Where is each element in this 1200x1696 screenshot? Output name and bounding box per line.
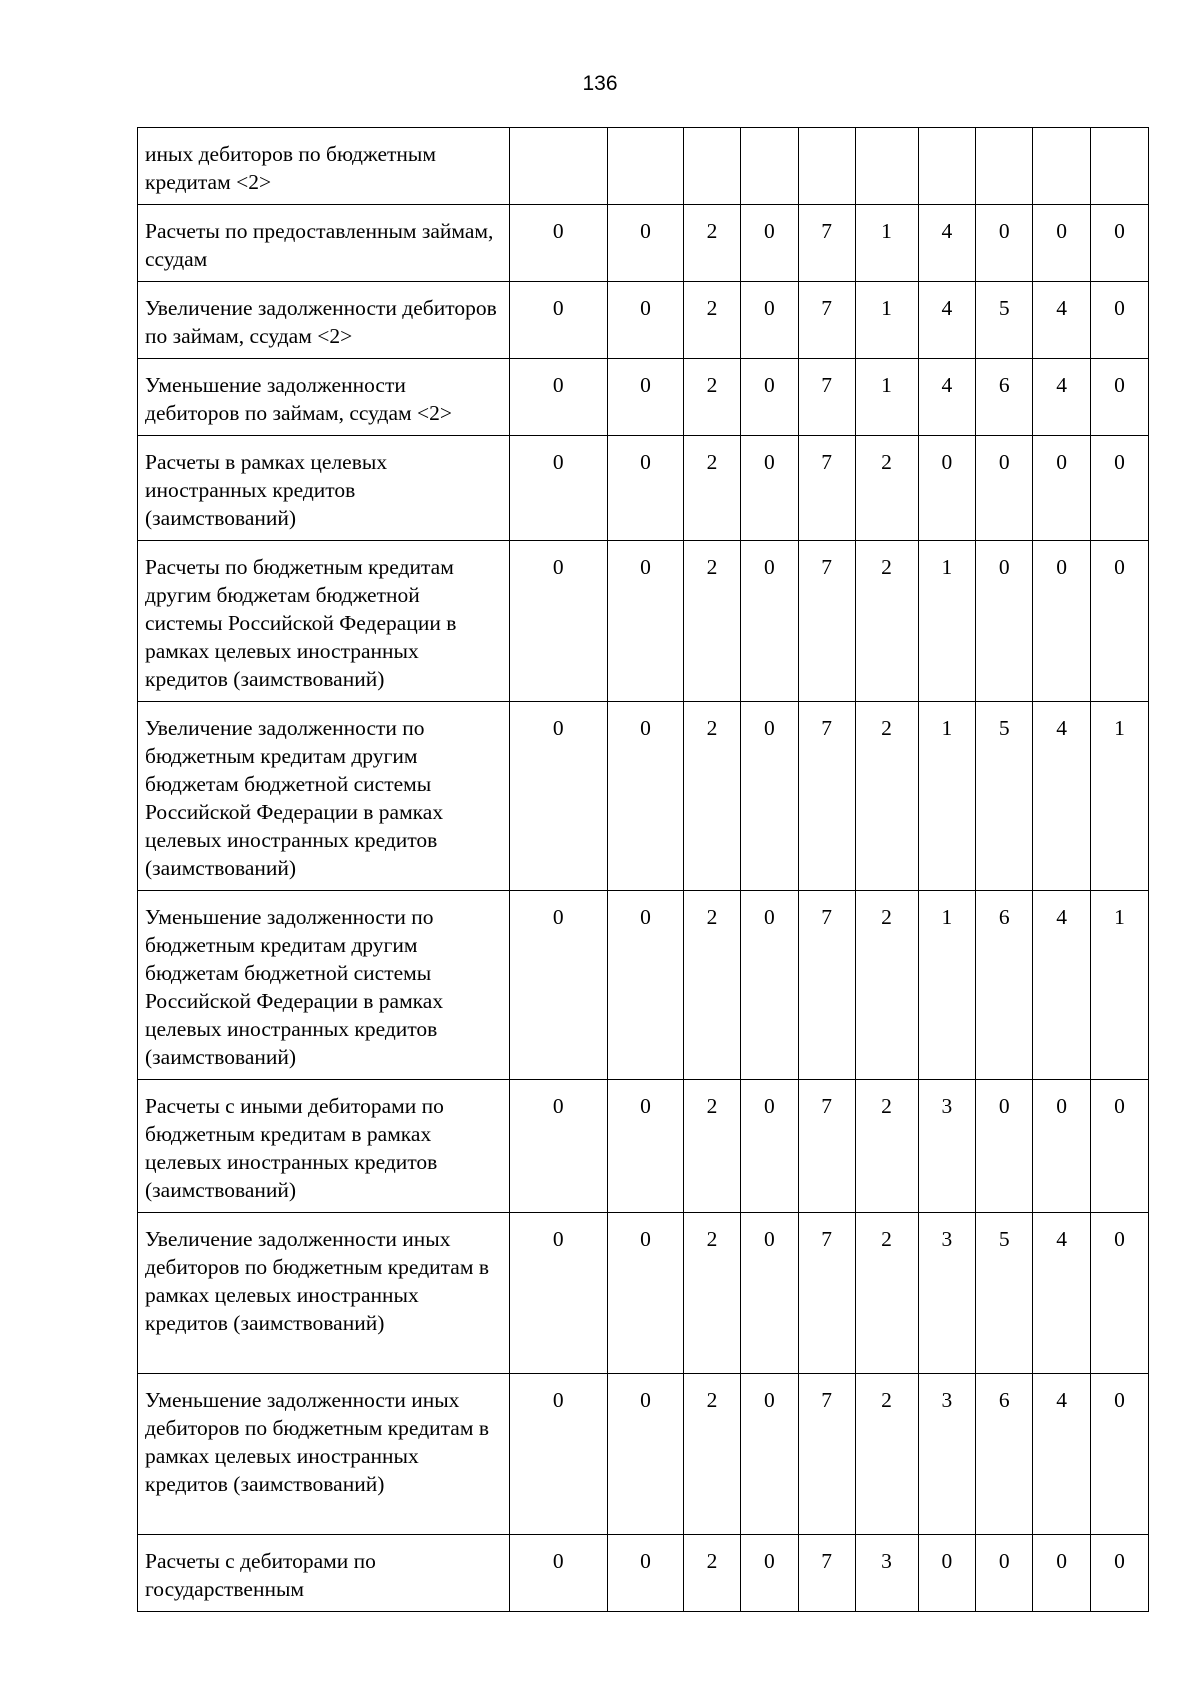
table-row (138, 891, 1149, 1080)
code-digit-cell: 0 (1033, 1080, 1091, 1213)
code-digit-cell: 2 (855, 702, 918, 891)
code-digit-cell (798, 128, 855, 205)
code-digit-cell: 0 (607, 891, 683, 1080)
code-digit-cell: 0 (607, 1374, 683, 1535)
code-digit-cell (976, 128, 1033, 205)
code-digit-cell: 7 (798, 1535, 855, 1612)
code-digit-cell: 7 (798, 205, 855, 282)
code-digit-cell: 0 (1091, 282, 1149, 359)
code-digit-cell (855, 128, 918, 205)
code-digit-cell: 5 (976, 702, 1033, 891)
code-digit-cell: 0 (740, 541, 798, 702)
code-digit-cell: 2 (855, 891, 918, 1080)
page-number: 136 (582, 72, 618, 95)
table-row (138, 702, 1149, 891)
row-label: Увеличение задолженности дебиторов по займам, ссудам <2> (138, 282, 510, 359)
code-digit-cell: 0 (509, 1374, 607, 1535)
code-digit-cell: 2 (855, 436, 918, 541)
code-digit-cell: 0 (607, 282, 683, 359)
code-digit-cell: 2 (855, 1213, 918, 1374)
code-digit-cell: 0 (740, 282, 798, 359)
code-digit-cell: 3 (855, 1535, 918, 1612)
table-row (138, 436, 1149, 541)
table-body (138, 128, 1149, 1612)
code-digit-cell: 0 (918, 436, 976, 541)
code-digit-cell: 4 (918, 359, 976, 436)
code-digit-cell: 0 (1033, 1535, 1091, 1612)
code-digit-cell: 0 (607, 702, 683, 891)
code-digit-cell: 0 (740, 436, 798, 541)
code-digit-cell: 4 (918, 205, 976, 282)
code-digit-cell: 2 (855, 1080, 918, 1213)
code-digit-cell: 2 (684, 282, 741, 359)
code-digit-cell: 2 (855, 1374, 918, 1535)
code-digit-cell: 0 (740, 702, 798, 891)
code-digit-cell: 0 (509, 702, 607, 891)
code-digit-cell (509, 128, 607, 205)
row-label: Уменьшение задолженности иных дебиторов по бюджетным кредитам в рамках целевых иностранных кредитов (заимствований) (138, 1374, 510, 1535)
code-digit-cell: 0 (607, 541, 683, 702)
code-digit-cell (607, 128, 683, 205)
code-digit-cell: 7 (798, 1213, 855, 1374)
code-digit-cell: 1 (855, 205, 918, 282)
code-digit-cell: 0 (607, 1213, 683, 1374)
code-digit-cell: 7 (798, 436, 855, 541)
code-digit-cell: 0 (740, 1080, 798, 1213)
code-digit-cell: 0 (1091, 1080, 1149, 1213)
code-digit-cell: 1 (855, 282, 918, 359)
code-digit-cell: 7 (798, 282, 855, 359)
code-digit-cell (1033, 128, 1091, 205)
code-digit-cell: 0 (607, 205, 683, 282)
code-digit-cell: 0 (607, 1080, 683, 1213)
row-label: Расчеты в рамках целевых иностранных кредитов (заимствований) (138, 436, 510, 541)
code-digit-cell (684, 128, 741, 205)
code-digit-cell: 0 (509, 282, 607, 359)
table-row (138, 128, 1149, 205)
code-digit-cell (918, 128, 976, 205)
code-digit-cell: 7 (798, 1374, 855, 1535)
code-digit-cell: 4 (1033, 1374, 1091, 1535)
code-digit-cell: 0 (740, 1535, 798, 1612)
code-digit-cell: 6 (976, 1374, 1033, 1535)
code-digit-cell: 0 (509, 1535, 607, 1612)
code-digit-cell: 0 (509, 891, 607, 1080)
code-digit-cell: 4 (1033, 282, 1091, 359)
code-digit-cell: 1 (1091, 891, 1149, 1080)
row-label: Расчеты с дебиторами по государственным (138, 1535, 510, 1612)
code-digit-cell: 2 (684, 1213, 741, 1374)
row-label: Уменьшение задолженности дебиторов по займам, ссудам <2> (138, 359, 510, 436)
code-digit-cell: 2 (684, 1080, 741, 1213)
table-row (138, 1374, 1149, 1535)
code-digit-cell: 1 (855, 359, 918, 436)
code-digit-cell: 3 (918, 1374, 976, 1535)
row-label: иных дебиторов по бюджетным кредитам <2> (138, 128, 510, 205)
table-row (138, 1080, 1149, 1213)
table-row (138, 541, 1149, 702)
code-digit-cell: 2 (684, 541, 741, 702)
code-digit-cell: 0 (918, 1535, 976, 1612)
code-digit-cell: 1 (1091, 702, 1149, 891)
code-digit-cell: 0 (976, 205, 1033, 282)
code-digit-cell: 0 (607, 436, 683, 541)
code-digit-cell: 0 (976, 541, 1033, 702)
table-row (138, 1213, 1149, 1374)
code-digit-cell: 0 (976, 1535, 1033, 1612)
code-digit-cell: 0 (740, 891, 798, 1080)
code-digit-cell: 0 (976, 1080, 1033, 1213)
code-digit-cell: 6 (976, 891, 1033, 1080)
row-label: Увеличение задолженности по бюджетным кредитам другим бюджетам бюджетной системы Российской Федерации в рамках целевых иностранных кредитов (заимствований) (138, 702, 510, 891)
code-digit-cell: 0 (509, 1080, 607, 1213)
table-row (138, 205, 1149, 282)
code-digit-cell: 7 (798, 702, 855, 891)
code-digit-cell: 2 (684, 436, 741, 541)
code-digit-cell: 0 (740, 359, 798, 436)
code-digit-cell: 7 (798, 541, 855, 702)
code-digit-cell: 0 (1091, 541, 1149, 702)
code-digit-cell: 0 (1091, 1374, 1149, 1535)
code-digit-cell (740, 128, 798, 205)
row-label: Увеличение задолженности иных дебиторов по бюджетным кредитам в рамках целевых иностранных кредитов (заимствований) (138, 1213, 510, 1374)
row-label: Расчеты с иными дебиторами по бюджетным кредитам в рамках целевых иностранных кредитов (заимствований) (138, 1080, 510, 1213)
code-digit-cell: 3 (918, 1080, 976, 1213)
code-digit-cell: 7 (798, 1080, 855, 1213)
code-digit-cell: 0 (740, 205, 798, 282)
code-digit-cell: 2 (684, 702, 741, 891)
code-digit-cell: 0 (509, 359, 607, 436)
code-digit-cell: 2 (684, 1374, 741, 1535)
code-digit-cell: 0 (740, 1213, 798, 1374)
code-digit-cell: 0 (1091, 205, 1149, 282)
table-row (138, 282, 1149, 359)
code-digit-cell: 2 (855, 541, 918, 702)
code-digit-cell: 5 (976, 1213, 1033, 1374)
code-digit-cell: 4 (1033, 891, 1091, 1080)
code-digit-cell: 7 (798, 359, 855, 436)
code-digit-cell: 6 (976, 359, 1033, 436)
row-label: Уменьшение задолженности по бюджетным кредитам другим бюджетам бюджетной системы Российской Федерации в рамках целевых иностранных кредитов (заимствований) (138, 891, 510, 1080)
code-digit-cell: 2 (684, 359, 741, 436)
row-label: Расчеты по бюджетным кредитам другим бюджетам бюджетной системы Российской Федерации в рамках целевых иностранных кредитов (заимствований) (138, 541, 510, 702)
table-row (138, 359, 1149, 436)
code-digit-cell: 0 (976, 436, 1033, 541)
code-digit-cell: 0 (607, 1535, 683, 1612)
code-digit-cell: 4 (1033, 1213, 1091, 1374)
code-digit-cell: 4 (1033, 359, 1091, 436)
code-digit-cell: 0 (1091, 359, 1149, 436)
code-digit-cell: 1 (918, 702, 976, 891)
code-digit-cell: 0 (509, 1213, 607, 1374)
code-digit-cell: 0 (1091, 436, 1149, 541)
table-row (138, 1535, 1149, 1612)
code-digit-cell: 7 (798, 891, 855, 1080)
row-label: Расчеты по предоставленным займам, ссудам (138, 205, 510, 282)
code-digit-cell: 4 (1033, 702, 1091, 891)
code-digit-cell: 4 (918, 282, 976, 359)
code-digit-cell (1091, 128, 1149, 205)
code-digit-cell: 1 (918, 891, 976, 1080)
code-digit-cell: 0 (509, 436, 607, 541)
code-digit-cell: 1 (918, 541, 976, 702)
code-digit-cell: 5 (976, 282, 1033, 359)
code-digit-cell: 0 (509, 541, 607, 702)
code-digit-cell: 2 (684, 205, 741, 282)
code-digit-cell: 0 (1033, 436, 1091, 541)
code-digit-cell: 0 (1033, 205, 1091, 282)
code-digit-cell: 0 (509, 205, 607, 282)
code-digit-cell: 0 (740, 1374, 798, 1535)
code-digit-cell: 0 (1033, 541, 1091, 702)
code-digit-cell: 0 (1091, 1213, 1149, 1374)
code-digit-cell: 2 (684, 891, 741, 1080)
code-digit-cell: 3 (918, 1213, 976, 1374)
code-digit-cell: 2 (684, 1535, 741, 1612)
code-digit-cell: 0 (1091, 1535, 1149, 1612)
code-digit-cell: 0 (607, 359, 683, 436)
account-code-table (137, 127, 1149, 1612)
